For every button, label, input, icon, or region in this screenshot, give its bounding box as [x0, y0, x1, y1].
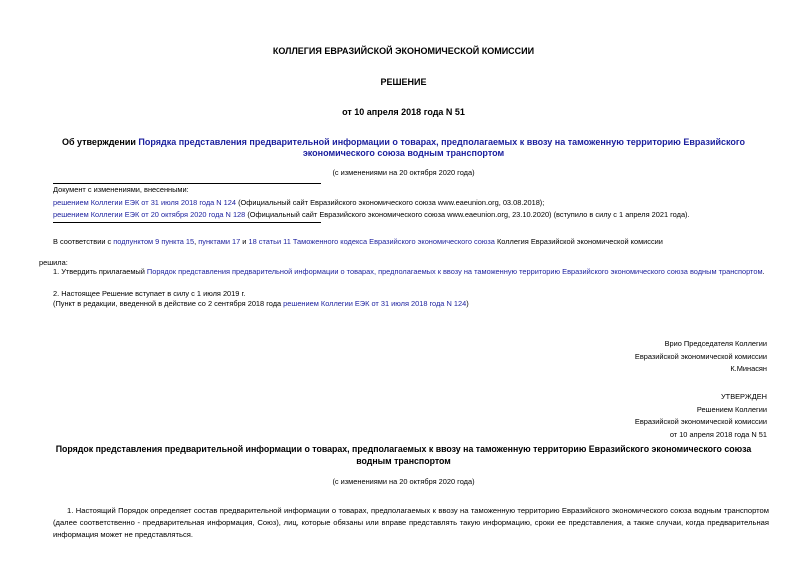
item-2-note-end: ): [466, 299, 469, 308]
approved-by: Решением Коллегии: [696, 404, 767, 414]
item-2-note-link[interactable]: решением Коллегии ЕЭК от 31 июля 2018 года N 124: [283, 299, 467, 308]
preamble-separator: ,: [194, 237, 199, 246]
approved-block: [635, 391, 767, 441]
changes-item-1-text: (Официальный сайт Евразийского экономического союза www.eaeunion.org, 03.08.2018);: [236, 197, 545, 207]
preamble: [53, 236, 773, 249]
order-title: [0, 444, 807, 467]
changes-item-2: [53, 209, 773, 222]
document-type: РЕШЕНИЕ: [380, 77, 427, 87]
order-title-line1: Порядок представления предварительной информации о товарах, предполагаемых к ввозу на таможенную территорию Евразийского экономического союза: [55, 444, 752, 454]
title-link-line2[interactable]: экономического союза водным транспортом: [302, 148, 505, 158]
approved-org: Евразийской экономической комиссии: [634, 417, 767, 426]
changes-item-1: [53, 197, 773, 210]
item-2-note-text: (Пункт в редакции, введенной в действие со 2 сентября 2018 года: [53, 299, 284, 308]
signature-block: [635, 338, 767, 376]
decided-label: решила:: [39, 258, 68, 267]
divider-bottom: [53, 222, 321, 223]
changes-item-2-text: (Официальный сайт Евразийского экономического союза www.eaeunion.org, 23.10.2020) (вступило в силу с 1 апреля 2021 года).: [245, 210, 690, 219]
changes-block: [53, 184, 773, 222]
order-title-line2: водным транспортом: [356, 455, 451, 466]
preamble-link-subclause[interactable]: подпунктом 9 пункта 15: [113, 237, 195, 246]
preamble-separator: и: [240, 237, 249, 246]
item-1-end: .: [762, 267, 765, 276]
preamble-link-clauses[interactable]: пунктами 17: [198, 237, 241, 246]
preamble-text-end: Коллегия Евразийской экономической комиссии: [494, 237, 663, 246]
item-1-text: 1. Утвердить прилагаемый: [53, 267, 147, 276]
title-prefix: Об утверждении: [61, 137, 139, 147]
signature-org: Евразийской экономической комиссии: [634, 351, 767, 361]
item-1-link[interactable]: Порядок представления предварительной информации о товарах, предполагаемых к ввозу на таможенную территорию Евразийского экономического союза водным транспортом: [146, 267, 763, 276]
title-changes-note: (с изменениями на 20 октября 2020 года): [332, 168, 475, 177]
signature-title: Врио Председателя Коллегии: [664, 339, 767, 348]
preamble-text: В соответствии с: [53, 237, 114, 246]
changes-intro: Документ с изменениями, внесенными:: [53, 185, 189, 194]
order-changes-note: (с изменениями на 20 октября 2020 года): [332, 477, 475, 486]
changes-item-2-link[interactable]: решением Коллегии ЕЭК от 20 октября 2020 года N 128: [53, 210, 246, 219]
changes-item-1-link[interactable]: решением Коллегии ЕЭК от 31 июля 2018 года N 124: [53, 197, 237, 207]
item-2-note: [53, 298, 773, 311]
title-link-line1[interactable]: Порядка представления предварительной информации о товарах, предполагаемых к ввозу на таможенную территорию Евразийского: [138, 137, 746, 147]
signature-name: К.Минасян: [730, 364, 767, 373]
preamble-link-customs-code[interactable]: 18 статьи 11 Таможенного кодекса Евразийского экономического союза: [248, 237, 495, 246]
item-2: 2. Настоящее Решение вступает в силу с 1 июля 2019 г.: [53, 289, 246, 298]
order-paragraph-1: 1. Настоящий Порядок определяет состав предварительной информации о товарах, предполагаемых к ввозу на таможенную территорию Евразийского экономического союза водным транспортом (далее соответственно - предварительная информация, Союз), лиц, которые обязаны или вправе представлять такую информацию, сроки ее представления, а также случаи, когда предварительная информация может не представляться.: [53, 506, 769, 539]
approved-date: от 10 апреля 2018 года N 51: [669, 429, 767, 439]
approved-label: УТВЕРЖДЕН: [720, 392, 767, 401]
document-title: [0, 137, 807, 159]
issuing-body: КОЛЛЕГИЯ ЕВРАЗИЙСКОЙ ЭКОНОМИЧЕСКОЙ КОМИССИИ: [272, 46, 535, 56]
item-1: [53, 266, 783, 279]
document-date-number: от 10 апреля 2018 года N 51: [342, 107, 465, 117]
